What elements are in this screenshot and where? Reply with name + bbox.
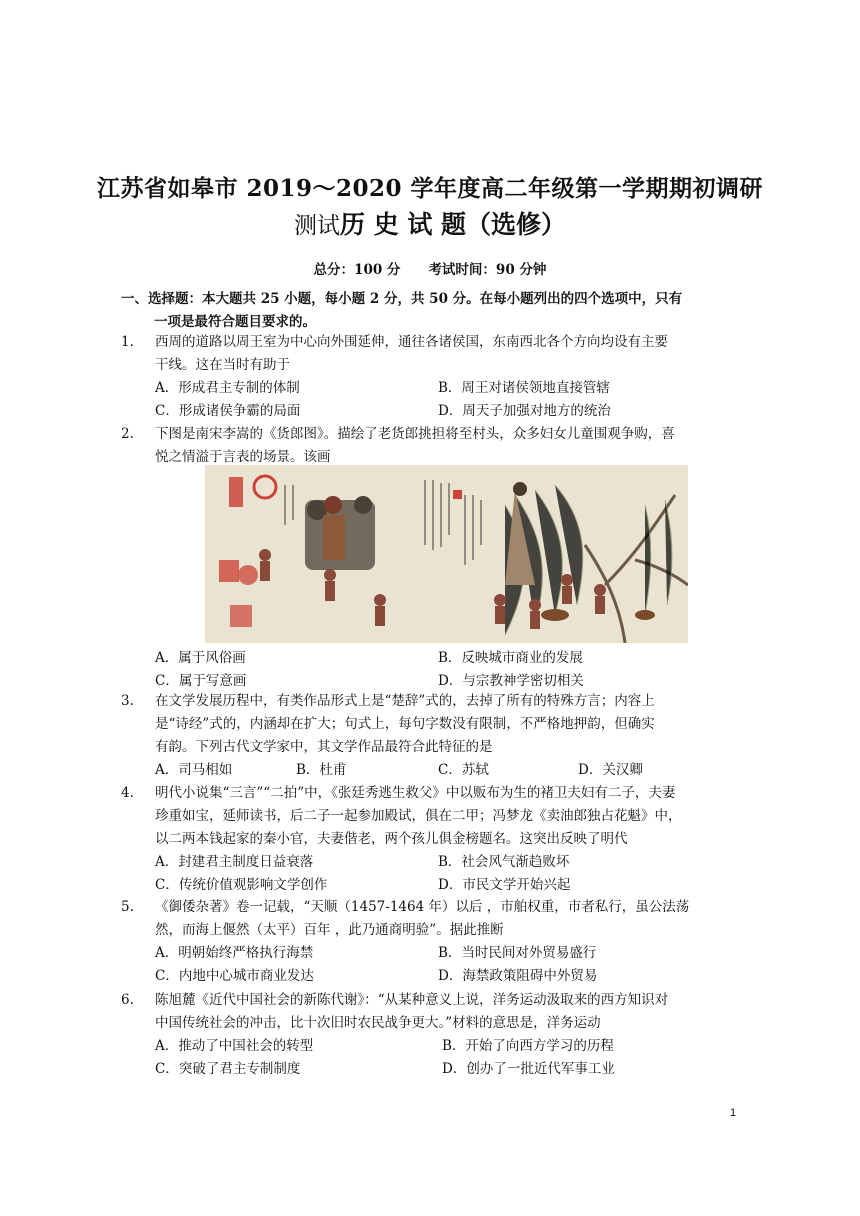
question-stem bbox=[121, 989, 751, 1081]
section-heading bbox=[121, 288, 751, 334]
total-score: 总分：100 分 bbox=[313, 262, 401, 278]
stem-line: 以二两本钱起家的秦小官，夫妻偕老，两个孩儿俱金榜题名。这突出反映了明代 bbox=[155, 831, 628, 847]
option-a[interactable]: A．属于风俗画 bbox=[155, 650, 246, 666]
exam-title-line2 bbox=[0, 205, 860, 241]
option-c[interactable]: C．苏轼 bbox=[438, 762, 489, 778]
page-number: 1 bbox=[730, 1107, 737, 1119]
exam-subject-title: 历 史 试 题（选修） bbox=[339, 210, 567, 239]
stem-line: 珍重如宝，延师读书，后二子一起参加殿试，俱在二甲；冯梦龙《卖油郎独占花魁》中， bbox=[155, 808, 682, 824]
question-stem bbox=[121, 896, 751, 988]
option-b[interactable]: B．反映城市商业的发展 bbox=[438, 650, 583, 666]
question-2 bbox=[121, 423, 751, 469]
section-heading-line1: 一、选择题：本大题共 25 小题，每小题 2 分，共 50 分。在每小题列出的四个选项中，只有 bbox=[121, 291, 683, 307]
stem-line: 《御倭杂著》卷一记载，“天顺（1457-1464 年）以后 ，市舶权重，市者私行，虽公法荡 bbox=[155, 899, 690, 915]
options-row bbox=[155, 851, 751, 874]
option-d[interactable]: D．市民文学开始兴起 bbox=[438, 877, 571, 893]
option-d[interactable]: D．与宗教神学密切相关 bbox=[438, 673, 584, 689]
option-b[interactable]: B．杜甫 bbox=[296, 762, 347, 778]
stem-line: 是“诗经”式的，内涵却在扩大；句式上，每句字数没有限制，不严格地押韵，但确实 bbox=[155, 716, 655, 732]
stem-line: 在文学发展历程中，有类作品形式上是“楚辞”式的，去掉了所有的特殊方言；内容上 bbox=[155, 693, 655, 709]
stem-line: 西周的道路以周王室为中心向外围延伸，通往各诸侯国，东南西北各个方向均设有主要 bbox=[155, 334, 668, 350]
exam-title-prefix: 测试 bbox=[293, 213, 340, 239]
stem-line: 下图是南宋李嵩的《货郎图》。描绘了老货郎挑担将至村头，众多妇女儿童围观争购，喜 bbox=[155, 426, 675, 442]
question-5 bbox=[121, 896, 751, 988]
options-row bbox=[155, 759, 751, 782]
options-row bbox=[155, 377, 751, 400]
question-2-options bbox=[121, 647, 751, 693]
question-number: 1. bbox=[121, 334, 134, 350]
question-stem bbox=[121, 331, 751, 423]
question-number: 4. bbox=[121, 785, 134, 801]
option-c[interactable]: C．属于写意画 bbox=[155, 673, 247, 689]
stem-line: 陈旭麓《近代中国社会的新陈代谢》：“从某种意义上说，洋务运动汲取来的西方知识对 bbox=[155, 992, 669, 1008]
option-a[interactable]: A．封建君主制度日益衰落 bbox=[155, 854, 314, 870]
stem-line: 中国传统社会的冲击，比十次旧时农民战争更大。”材料的意思是，洋务运动 bbox=[155, 1015, 601, 1031]
option-a[interactable]: A．明朝始终严格执行海禁 bbox=[155, 945, 314, 961]
question-number: 6. bbox=[121, 992, 134, 1008]
options-row bbox=[155, 1058, 751, 1081]
question-stem bbox=[121, 423, 751, 469]
question-number: 3. bbox=[121, 693, 134, 709]
exam-meta bbox=[0, 258, 860, 278]
option-a[interactable]: A．推动了中国社会的转型 bbox=[155, 1038, 314, 1054]
option-d[interactable]: D．关汉卿 bbox=[578, 762, 643, 778]
stem-line: 干线。这在当时有助于 bbox=[155, 357, 290, 373]
option-b[interactable]: B．社会风气渐趋败坏 bbox=[438, 854, 570, 870]
option-b[interactable]: B．周王对诸侯领地直接管辖 bbox=[438, 380, 610, 396]
options-row bbox=[155, 400, 751, 423]
question-number: 2. bbox=[121, 426, 134, 442]
stem-line: 有韵。下列古代文学家中，其文学作品最符合此特征的是 bbox=[155, 739, 493, 755]
options-row bbox=[155, 874, 751, 897]
section-heading-line2: 一项是最符合题目要求的。 bbox=[154, 314, 316, 330]
option-a[interactable]: A．司马相如 bbox=[155, 762, 233, 778]
exam-time: 考试时间：90 分钟 bbox=[428, 262, 547, 278]
exam-title-line1: 江苏省如皋市 2019～2020 学年度高二年级第一学期期初调研 bbox=[96, 175, 764, 202]
option-d[interactable]: D．海禁政策阻碍中外贸易 bbox=[438, 968, 598, 984]
stem-line: 悦之情溢于言表的场景。该画 bbox=[155, 449, 331, 465]
options-row bbox=[155, 942, 751, 965]
stem-line: 明代小说集“三言”“二拍”中，《张廷秀逃生救父》中以贩布为生的褚卫夫妇有二子，夫妻 bbox=[155, 785, 676, 801]
option-d[interactable]: D．周天子加强对地方的统治 bbox=[438, 403, 611, 419]
option-a[interactable]: A．形成君主专制的体制 bbox=[155, 380, 300, 396]
question-options bbox=[121, 647, 751, 693]
option-b[interactable]: B．开始了向西方学习的历程 bbox=[442, 1038, 614, 1054]
option-b[interactable]: B．当时民间对外贸易盛行 bbox=[438, 945, 597, 961]
question-1 bbox=[121, 331, 751, 423]
option-c[interactable]: C．形成诸侯争霸的局面 bbox=[155, 403, 301, 419]
question-4 bbox=[121, 782, 751, 897]
peddler-painting-illustration bbox=[205, 465, 688, 643]
option-c[interactable]: C．突破了君主专制制度 bbox=[155, 1061, 301, 1077]
question-stem bbox=[121, 690, 751, 782]
peddler-painting-image bbox=[205, 465, 688, 643]
options-row bbox=[155, 1035, 751, 1058]
option-d[interactable]: D．创办了一批近代军事工业 bbox=[442, 1061, 615, 1077]
question-stem bbox=[121, 782, 751, 897]
question-3 bbox=[121, 690, 751, 782]
stem-line: 然，而海上偃然（太平）百年 ，此乃通商明验”。据此推断 bbox=[155, 922, 504, 938]
question-6 bbox=[121, 989, 751, 1081]
question-number: 5. bbox=[121, 899, 134, 915]
option-c[interactable]: C．传统价值观影响文学创作 bbox=[155, 877, 328, 893]
option-c[interactable]: C．内地中心城市商业发达 bbox=[155, 968, 314, 984]
options-row bbox=[155, 965, 751, 988]
options-row bbox=[155, 647, 751, 670]
